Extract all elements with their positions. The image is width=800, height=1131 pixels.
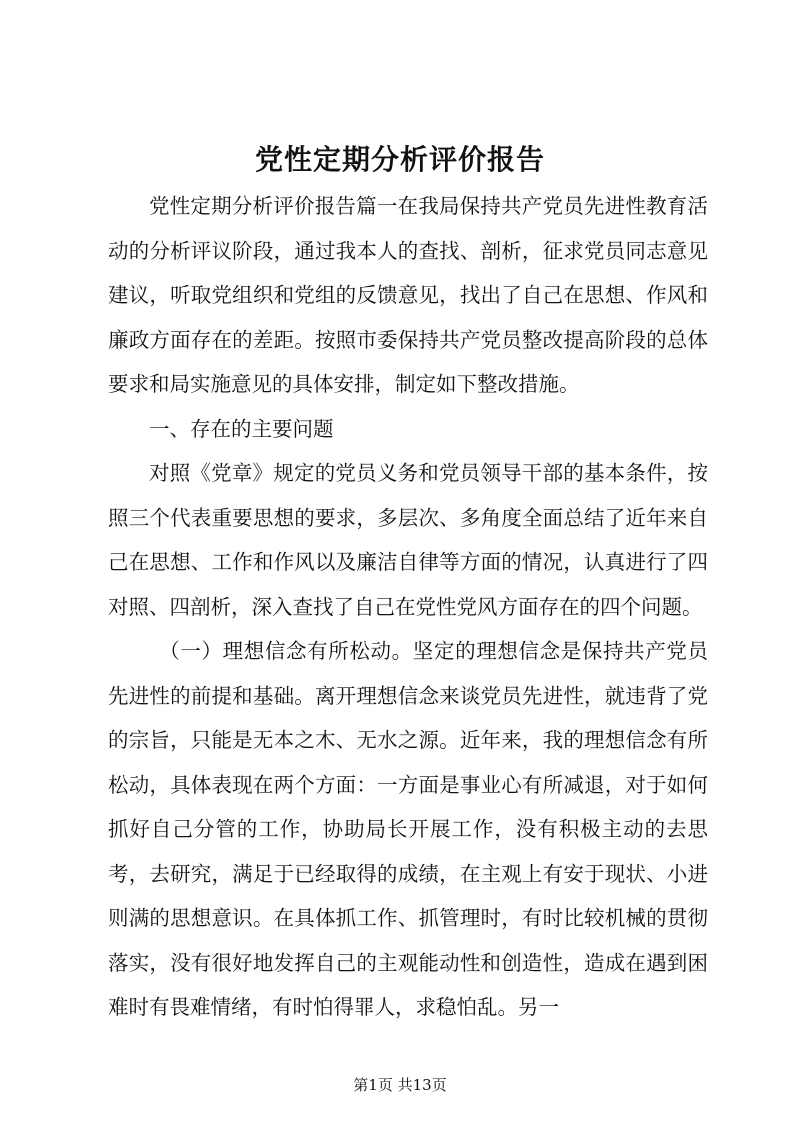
document-body <box>108 184 708 1030</box>
subsection-paragraph: （一）理想信念有所松动。坚定的理想信念是保持共产党员先进性的前提和基础。离开理想信念来谈党员先进性，就违背了党的宗旨，只能是无本之木、无水之源。近年来，我的理想信念有所松动，具体表现在两个方面：一方面是事业心有所减退，对于如何抓好自己分管的工作，协助局长开展工作，没有积极主动的去思考，去研究，满足于已经取得的成绩，在主观上有安于现状、小进则满的思想意识。在具体抓工作、抓管理时，有时比较机械的贯彻落实，没有很好地发挥自己的主观能动性和创造性，造成在遇到困难时有畏难情绪，有时怕得罪人，求稳怕乱。另一 <box>108 639 708 1019</box>
document-title: 党性定期分析评价报告 <box>254 143 545 176</box>
page-number: 第1页 共13页 <box>353 1076 447 1094</box>
intro-paragraph: 党性定期分析评价报告篇一在我局保持共产党员先进性教育活动的分析评议阶段，通过我本人的查找、剖析，征求党员同志意见建议，听取党组织和党组的反馈意见，找出了自己在思想、作风和廉政方面存在的差距。按照市委保持共产党员整改提高阶段的总体要求和局实施意见的具体安排，制定如下整改措施。 <box>108 194 708 396</box>
body-paragraph: 对照《党章》规定的党员义务和党员领导干部的基本条件，按照三个代表重要思想的要求，多层次、多角度全面总结了近年来自己在思想、工作和作风以及廉洁自律等方面的情况，认真进行了四对照、四剖析，深入查找了自己在党性党风方面存在的四个问题。 <box>108 461 708 619</box>
section-heading: 一、存在的主要问题 <box>149 416 334 441</box>
